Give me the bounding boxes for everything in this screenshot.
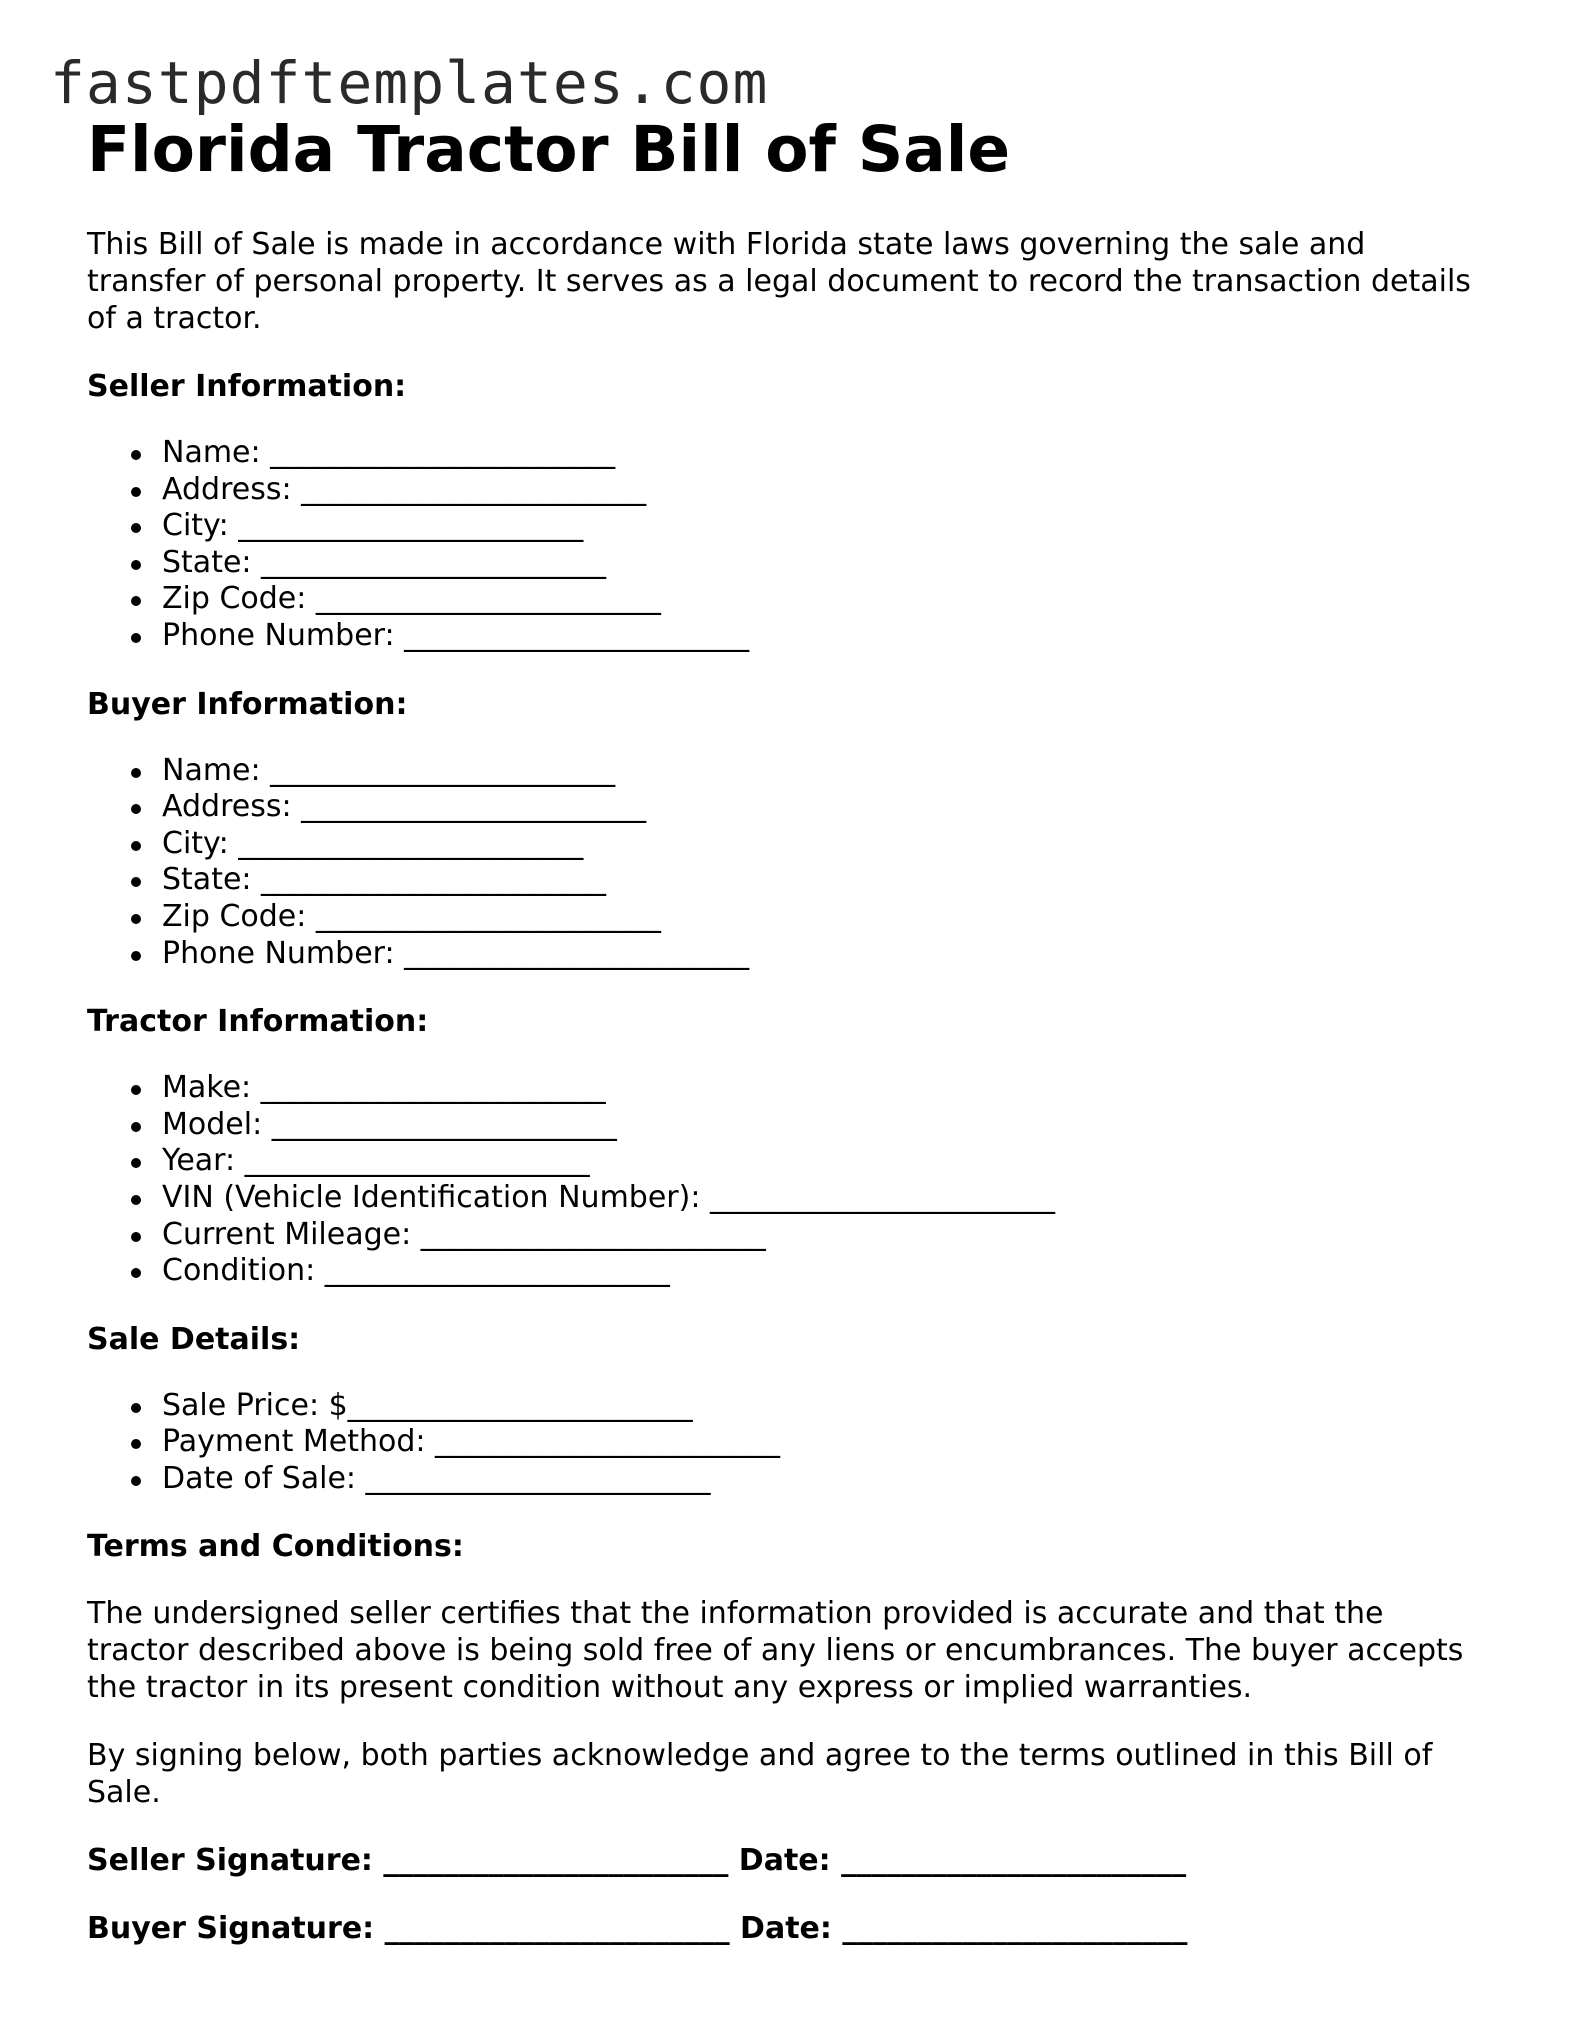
seller-heading: Seller Information: bbox=[87, 369, 407, 404]
list-item-text: Address: _______________________ bbox=[162, 789, 647, 825]
list-item-text: Zip Code: _______________________ bbox=[162, 898, 661, 934]
list-item-text: Name: _______________________ bbox=[162, 752, 616, 788]
list-item-text: City: _______________________ bbox=[162, 825, 584, 861]
seller-signature-text: Seller Signature: _______________________ Date: _______________________ bbox=[87, 1843, 1187, 1879]
bullet-icon bbox=[131, 487, 141, 497]
buyer-phone-field[interactable] bbox=[162, 936, 1487, 973]
bullet-icon bbox=[131, 914, 141, 924]
list-item-text: Model: _______________________ bbox=[162, 1106, 617, 1142]
bullet-icon bbox=[131, 596, 141, 606]
date-of-sale-field[interactable] bbox=[162, 1461, 1487, 1498]
list-item-text: State: _______________________ bbox=[162, 544, 607, 580]
tractor-make-field[interactable] bbox=[162, 1070, 1487, 1107]
bullet-icon bbox=[131, 1439, 141, 1449]
sale-list bbox=[87, 1388, 1487, 1498]
intro-paragraph: This Bill of Sale is made in accordance with Florida state laws governing the sale and transfer of personal property. It serves as a legal document to record the transaction details of a tractor. bbox=[87, 227, 1471, 336]
bullet-icon bbox=[131, 841, 141, 851]
seller-state-field[interactable] bbox=[162, 545, 1487, 582]
bullet-icon bbox=[131, 1158, 141, 1168]
bullet-icon bbox=[131, 1085, 141, 1095]
buyer-list bbox=[87, 753, 1487, 973]
tractor-list bbox=[87, 1070, 1487, 1290]
tractor-condition-field[interactable] bbox=[162, 1253, 1487, 1290]
bullet-icon bbox=[131, 1476, 141, 1486]
bullet-icon bbox=[131, 951, 141, 961]
bullet-icon bbox=[131, 1122, 141, 1132]
list-item-text: Phone Number: _______________________ bbox=[162, 935, 750, 971]
seller-list bbox=[87, 435, 1487, 655]
tractor-year-field[interactable] bbox=[162, 1143, 1487, 1180]
list-item-text: Zip Code: _______________________ bbox=[162, 581, 661, 617]
list-item-text: Date of Sale: _______________________ bbox=[162, 1460, 711, 1496]
list-item-text: Phone Number: _______________________ bbox=[162, 617, 750, 653]
buyer-zip-field[interactable] bbox=[162, 899, 1487, 936]
buyer-signature-line[interactable] bbox=[87, 1910, 1487, 1947]
terms-heading: Terms and Conditions: bbox=[87, 1529, 464, 1565]
seller-city-field[interactable] bbox=[162, 508, 1487, 545]
watermark: fastpdftemplates.com bbox=[50, 49, 769, 117]
list-item-text: City: _______________________ bbox=[162, 508, 584, 544]
seller-zip-field[interactable] bbox=[162, 581, 1487, 618]
bullet-icon bbox=[131, 1232, 141, 1242]
list-item-text: Payment Method: _______________________ bbox=[162, 1424, 781, 1460]
list-item-text: Make: _______________________ bbox=[162, 1070, 606, 1106]
seller-address-field[interactable] bbox=[162, 472, 1487, 509]
buyer-signature-text: Buyer Signature: _______________________ Date: _______________________ bbox=[87, 1911, 1188, 1947]
acknowledgement-paragraph: By signing below, both parties acknowledge and agree to the terms outlined in this Bill of Sale. bbox=[87, 1738, 1433, 1811]
buyer-state-field[interactable] bbox=[162, 862, 1487, 899]
tractor-model-field[interactable] bbox=[162, 1107, 1487, 1144]
buyer-address-field[interactable] bbox=[162, 789, 1487, 826]
bullet-icon bbox=[131, 523, 141, 533]
document-body bbox=[87, 110, 1487, 1947]
bullet-icon bbox=[131, 1403, 141, 1413]
bullet-icon bbox=[131, 804, 141, 814]
list-item-text: Current Mileage: _______________________ bbox=[162, 1216, 766, 1252]
bullet-icon bbox=[131, 633, 141, 643]
sale-price-field[interactable] bbox=[162, 1388, 1487, 1425]
bullet-icon bbox=[131, 1268, 141, 1278]
list-item-text: VIN (Vehicle Identification Number): _______________________ bbox=[162, 1179, 1055, 1215]
payment-method-field[interactable] bbox=[162, 1424, 1487, 1461]
buyer-heading: Buyer Information: bbox=[87, 686, 408, 722]
list-item-text: Condition: _______________________ bbox=[162, 1253, 670, 1289]
list-item-text: Address: _______________________ bbox=[162, 471, 647, 507]
buyer-city-field[interactable] bbox=[162, 826, 1487, 863]
list-item-text: Sale Price: $_______________________ bbox=[162, 1387, 693, 1423]
bullet-icon bbox=[131, 560, 141, 570]
list-item-text: Name: _______________________ bbox=[162, 435, 616, 470]
bullet-icon bbox=[131, 450, 141, 460]
list-item-text: State: _______________________ bbox=[162, 862, 607, 898]
sale-heading: Sale Details: bbox=[87, 1321, 301, 1357]
tractor-mileage-field[interactable] bbox=[162, 1217, 1487, 1254]
buyer-name-field[interactable] bbox=[162, 753, 1487, 790]
tractor-heading: Tractor Information: bbox=[87, 1004, 429, 1040]
bullet-icon bbox=[131, 1195, 141, 1205]
terms-paragraph: The undersigned seller certifies that the information provided is accurate and that the tractor described above is being sold free of any liens or encumbrances. The buyer accepts the tractor in its present condition without any express or implied warranties. bbox=[87, 1596, 1464, 1706]
page-title: Florida Tractor Bill of Sale bbox=[87, 113, 1011, 186]
list-item-text: Year: _______________________ bbox=[162, 1143, 590, 1179]
seller-signature-line[interactable] bbox=[87, 1842, 1487, 1879]
seller-phone-field[interactable] bbox=[162, 618, 1487, 655]
tractor-vin-field[interactable] bbox=[162, 1180, 1487, 1217]
bullet-icon bbox=[131, 768, 141, 778]
bullet-icon bbox=[131, 877, 141, 887]
seller-name-field[interactable] bbox=[162, 435, 1487, 472]
